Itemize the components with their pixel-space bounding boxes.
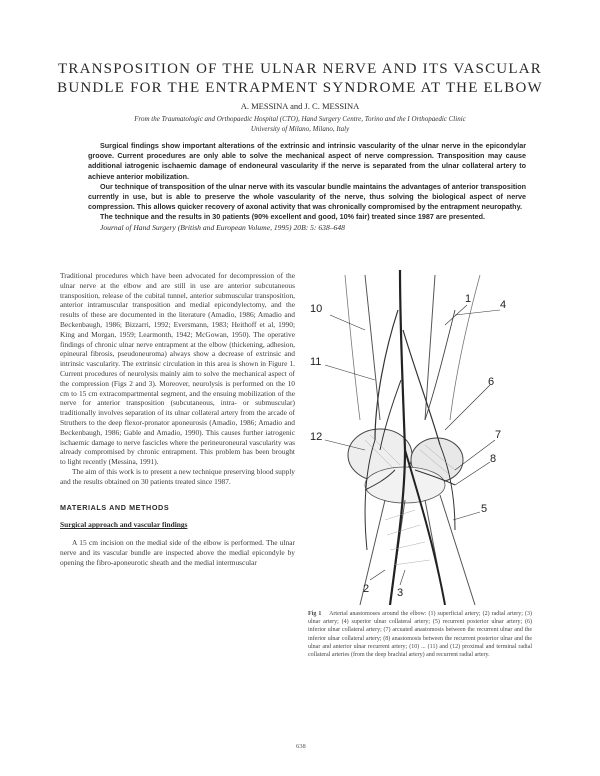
page-number: 638 [296,743,306,750]
figure-label-4: 4 [500,299,507,311]
authors: A. MESSINA and J. C. MESSINA [240,101,360,111]
body-text-column [60,271,295,568]
abstract-paragraph-1: Surgical findings show important alterations of the extrinsic and intrinsic vascularity of the ulnar nerve in the epicondylar groove. Current procedures are only able to solve the mechanical aspect of nerve compression. Transposition may cause additional iatrogenic ischaemic damage of endoneural vascularity if the nerve is separated from the ulnar collateral artery to achieve anterior mobilization. [88,141,526,181]
abstract-paragraph-2: Our technique of transposition of the ulnar nerve with its vascular bundle maintains the advantages of anterior transposition currently in use, but is able to preserve the whole vascularity of the nerve, thus solving the biological aspect of nerve compression. This allows quicker recovery of axonal activity that was chronically compromised by the entrapment neuropathy. [88,181,526,212]
journal-citation: Journal of Hand Surgery (British and European Volume, 1995) 20B: 5: 638–648 [100,222,345,232]
abstract [88,141,526,233]
title-line-2: BUNDLE FOR THE ENTRAPMENT SYNDROME AT THE ELBOW [57,80,543,96]
figure-label-3: 3 [397,587,404,599]
affiliation-line-1: From the Traumatologic and Orthopaedic Hospital (CTO), Hand Surgery Centre, Torino and the I Orthopaedic Clinic [134,115,466,123]
section-heading: MATERIALS AND METHODS [60,502,170,512]
body-paragraph-3: A 15 cm incision on the medial side of the elbow is performed. The ulnar nerve and its vascular bundle are inspected above the medial epicondyle by opening the fibro-aponeurotic sheath and the medial intermuscular [60,538,295,567]
elbow-arteries-illustration [305,270,525,605]
body-paragraph-2: The aim of this work is to present a new technique preserving blood supply and the results obtained on 30 patients treated since 1987. [60,466,295,486]
anatomical-figure [305,270,525,605]
figure-label-7: 7 [495,429,502,441]
abstract-paragraph-3: The technique and the results in 30 patients (90% excellent and good, 10% fair) treated since 1987 are presented. [100,212,486,222]
affiliation-line-2: University of Milano, Milano, Italy [250,125,350,133]
figure-label-1: 1 [465,293,472,305]
figure-label-10: 10 [310,303,323,315]
title-line-1: TRANSPOSITION OF THE ULNAR NERVE AND ITS VASCULAR [58,61,542,77]
body-paragraph-1: Traditional procedures which have been advocated for decompression of the ulnar nerve at the elbow and are still in use are anterior subcutaneous transposition, release of the cubital tunnel, anterior submuscular transposition, anterior intramuscular transposition and medial epicondylectomy, and the results of these are documented in the literature (Amadio, 1986; Amadio and Beckenbaugh, 1986; Bizzarri, 1992; Eversmann, 1983; Heithoff et al, 1990; King and Morgan, 1959; Learmonth, 1942; McGowan, 1950). The operative findings of chronic ulnar nerve entrapment at the elbow (thickening, adhesion, epineural fibrosis, pseudoneuroma) always show a decrease of extrinsic and intrinsic vascularity. The extrinsic circulation in this area is shown in Figure 1. Current procedures of neurolysis mainly aim to solve the mechanical aspect of the compression (Figs 2 and 3). Moreover, neurolysis is performed on the 10 cm to 15 cm extracompartmental segment, and the ensuing mobilization of the nerve for anterior transposition (subcutaneous, intra- or submuscular) traditionally involves separation of its ulnar collateral artery from the arcade of Struthers to the deep flexor-pronator aponeurosis (Amadio, 1986; Amadio and Beckenbaugh, 1986; Gable and Amadio, 1990). This causes further iatrogenic ischaemic damage to nerve fascicles where the perineuroneural vascularity was already compromised by chronic entrapment. This problem has been brought to light recently (Messina, 1991). [60,271,295,467]
figure-caption-label: Fig 1 [308,611,322,617]
subsection-heading: Surgical approach and vascular findings [60,520,188,530]
figure-label-5: 5 [481,503,488,515]
figure-label-8: 8 [490,453,497,465]
figure-label-6: 6 [488,376,495,388]
article-title [40,60,560,98]
figure-caption-text: Arterial anastomoses around the elbow: (1) superficial artery; (2) radial artery; (3) ulnar artery; (4) superior ulnar collateral artery; (5) recurrent posterior ulnar artery; (6) inferior ulnar collateral artery; (7) arcuated anastomosis between the recurrent ulnar and the inferior ulnar collateral artery; (8) anastomosis between the recurrent posterior ulnar and the ulnar and anterior ulnar recurrent artery; (10) ... (11) and (12) proximal and terminal radial collateral arteries (from the deep brachial artery) and recurrent radial artery. [308,611,532,659]
figure-caption [308,610,532,659]
figure-label-2: 2 [363,583,370,595]
figure-label-12: 12 [310,431,323,443]
affiliation [40,114,560,134]
figure-label-11: 11 [310,356,322,368]
